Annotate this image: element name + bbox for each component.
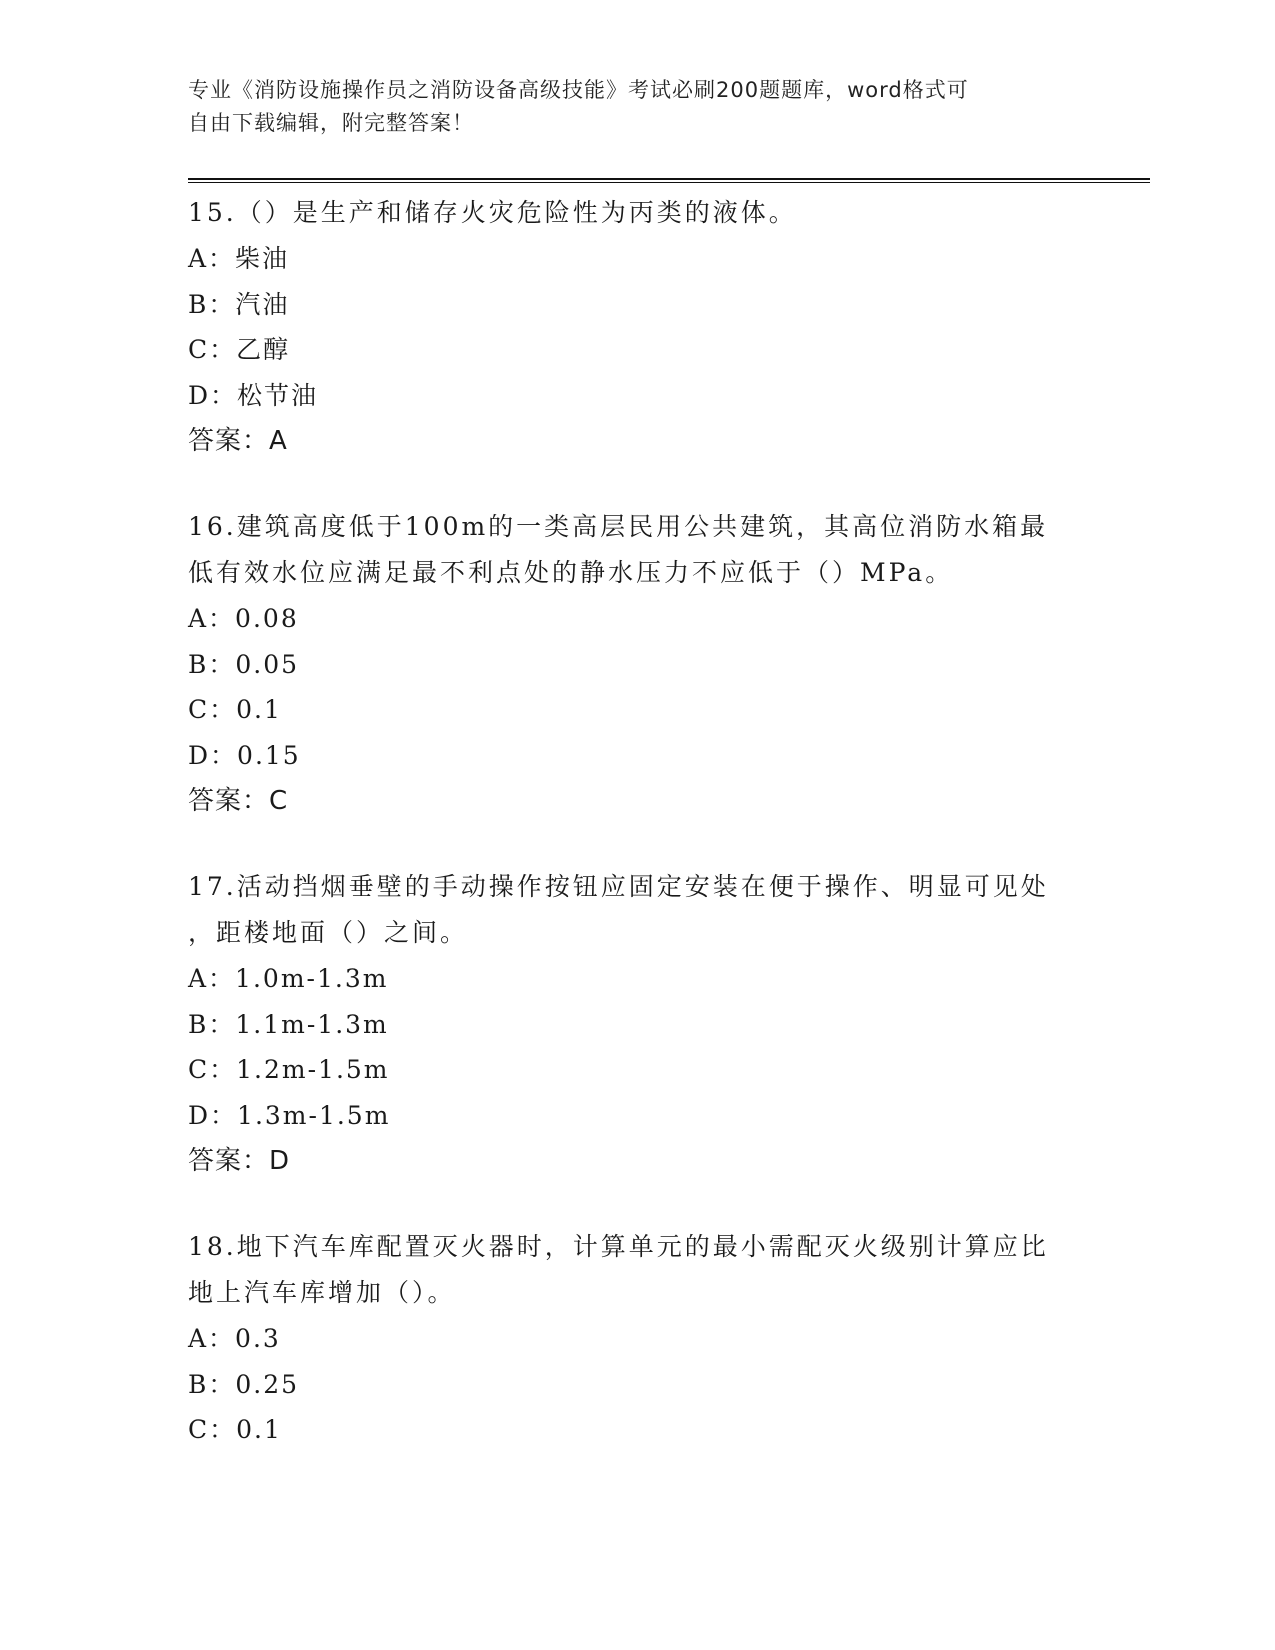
page-header <box>188 74 1068 140</box>
header-line-2: 自由下载编辑，附完整答案！ <box>188 111 474 135</box>
question-18 <box>188 1224 1068 1453</box>
question-text-line-2: 地上汽车库增加（）。 <box>188 1278 456 1307</box>
option-d: D：松节油 <box>188 380 319 410</box>
option-c: C：乙醇 <box>188 335 291 364</box>
question-text: 15.（）是生产和储存火灾危险性为丙类的液体。 <box>188 198 797 227</box>
question-text-line-2: 低有效水位应满足最不利点处的静水压力不应低于（）MPa。 <box>188 558 954 587</box>
question-text-line-1: 17.活动挡烟垂壁的手动操作按钮应固定安装在便于操作、明显可见处 <box>188 872 1049 901</box>
option-b: B：0.05 <box>188 649 300 679</box>
question-16 <box>188 504 1068 824</box>
header-divider <box>188 178 1150 183</box>
question-15 <box>188 190 1068 464</box>
option-a: A：1.0m-1.3m <box>188 964 389 993</box>
question-text-line-1: 16.建筑高度低于100m的一类高层民用公共建筑，其高位消防水箱最 <box>188 512 1049 541</box>
answer: 答案：A <box>188 426 288 456</box>
question-text-line-1: 18.地下汽车库配置灭火器时，计算单元的最小需配灭火级别计算应比 <box>188 1232 1049 1261</box>
option-c: C：1.2m-1.5m <box>188 1055 390 1084</box>
option-b: B：汽油 <box>188 289 290 319</box>
option-b: B：1.1m-1.3m <box>188 1009 389 1039</box>
answer: 答案：C <box>188 786 289 816</box>
option-d: D：1.3m-1.5m <box>188 1100 391 1130</box>
answer: 答案：D <box>188 1146 291 1176</box>
option-b: B：0.25 <box>188 1369 300 1399</box>
option-a: A：柴油 <box>188 244 290 273</box>
header-line-1: 专业《消防设施操作员之消防设备高级技能》考试必刷200题题库，word格式可 <box>188 78 969 102</box>
option-a: A：0.08 <box>188 604 299 633</box>
option-c: C：0.1 <box>188 695 282 724</box>
question-list <box>188 190 1068 1493</box>
option-d: D：0.15 <box>188 740 301 770</box>
option-a: A：0.3 <box>188 1324 281 1353</box>
option-c: C：0.1 <box>188 1415 282 1444</box>
question-text-line-2: ，距楼地面（）之间。 <box>188 918 469 947</box>
question-17 <box>188 864 1068 1184</box>
